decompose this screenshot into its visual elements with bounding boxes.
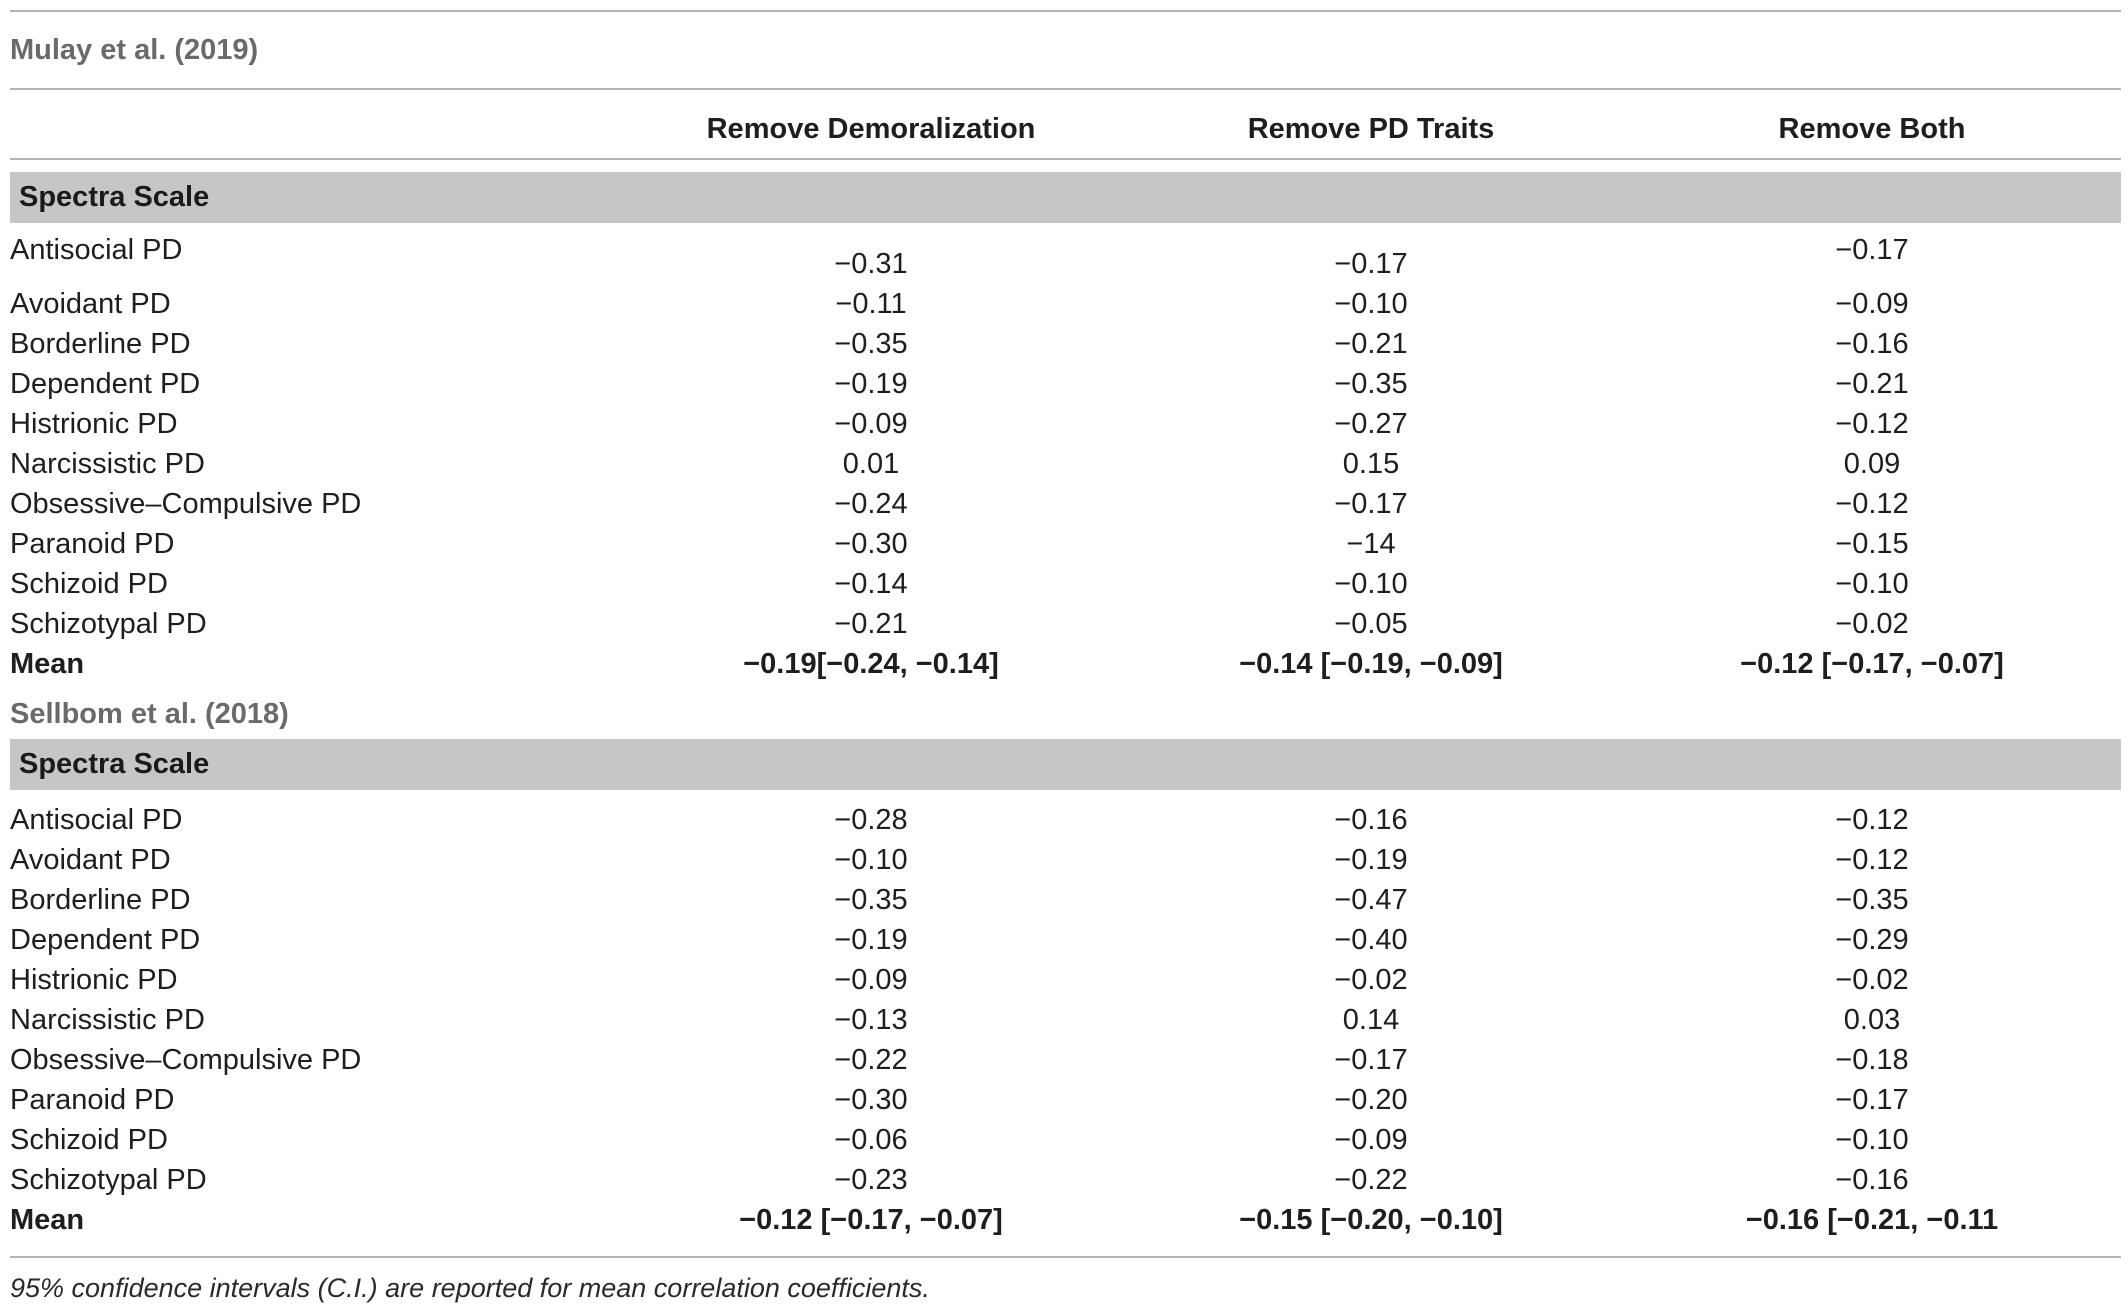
table-cell: −0.14 [−0.19, −0.09] (1239, 648, 1503, 680)
table-cell: −0.17 (1835, 1084, 1909, 1116)
row-label: Schizoid PD (10, 568, 168, 600)
row-label: Histrionic PD (10, 964, 178, 996)
table-cell: −0.12 (1835, 804, 1909, 836)
table-row (0, 1004, 2128, 1044)
table-cell: −0.23 (834, 1164, 908, 1196)
column-header: Remove Both (1778, 113, 1966, 145)
table-cell: −0.13 (834, 1004, 908, 1036)
table-cell: −0.11 (835, 288, 907, 320)
table-cell: −0.16 (1835, 1164, 1909, 1196)
row-label: Obsessive–Compulsive PD (10, 1044, 362, 1076)
mean-row (0, 648, 2128, 688)
table-row (0, 288, 2128, 328)
table-cell: −0.09 (834, 408, 908, 440)
table-cell: −0.30 (834, 528, 908, 560)
table-cell: −0.19 (834, 368, 908, 400)
row-label: Paranoid PD (10, 528, 175, 560)
table-cell: −0.21 (834, 608, 908, 640)
table-cell: −0.16 (1334, 804, 1408, 836)
divider (10, 88, 2121, 90)
table-cell: −0.35 (834, 884, 908, 916)
table-cell: −0.12 (1835, 408, 1909, 440)
table-row (0, 488, 2128, 528)
row-label: Schizotypal PD (10, 1164, 207, 1196)
row-label: Dependent PD (10, 368, 201, 400)
table-cell: 0.03 (1843, 1004, 1901, 1036)
band-label: Spectra Scale (19, 181, 210, 213)
table-cell: −0.16 (1835, 328, 1909, 360)
table-cell: −0.30 (834, 1084, 908, 1116)
table-row (0, 844, 2128, 884)
row-label: Mean (10, 648, 85, 680)
table-cell: −0.02 (1835, 608, 1909, 640)
table-row (0, 408, 2128, 448)
table-cell: 0.01 (842, 448, 900, 480)
section-band (10, 739, 2121, 790)
study-title: Sellbom et al. (2018) (10, 698, 289, 730)
table-cell: −0.12 [−0.17, −0.07] (739, 1204, 1003, 1236)
table-cell: −0.16 [−0.21, −0.11 (1745, 1204, 1999, 1236)
table-cell: −0.19[−0.24, −0.14] (743, 648, 999, 680)
table-row (0, 328, 2128, 368)
table-cell: −0.10 (1835, 568, 1909, 600)
table-cell: −0.10 (1835, 1124, 1909, 1156)
table-cell: −0.10 (1334, 288, 1408, 320)
table-row (0, 448, 2128, 488)
table-row (0, 924, 2128, 964)
table-cell: −0.17 (1835, 234, 1909, 266)
table-cell: −14 (1346, 528, 1396, 560)
row-label: Borderline PD (10, 884, 191, 916)
divider (10, 158, 2121, 160)
table-cell: −0.05 (1334, 608, 1408, 640)
table-cell: −0.22 (834, 1044, 908, 1076)
row-label: Borderline PD (10, 328, 191, 360)
table-cell: −0.15 (1835, 528, 1909, 560)
row-label: Narcissistic PD (10, 1004, 205, 1036)
row-label: Narcissistic PD (10, 448, 205, 480)
table-row (0, 1124, 2128, 1164)
row-label: Avoidant PD (10, 844, 171, 876)
table-row (0, 234, 2128, 280)
table-row (0, 884, 2128, 924)
table-row (0, 804, 2128, 844)
table-cell: −0.20 (1334, 1084, 1408, 1116)
table-row (0, 368, 2128, 408)
table-cell: −0.15 [−0.20, −0.10] (1239, 1204, 1503, 1236)
table-cell: −0.09 (834, 964, 908, 996)
row-label: Schizotypal PD (10, 608, 207, 640)
table-cell: −0.02 (1334, 964, 1408, 996)
table-cell: 0.14 (1342, 1004, 1400, 1036)
top-rule (10, 10, 2121, 12)
table-cell: −0.31 (834, 248, 908, 280)
table-cell: −0.35 (834, 328, 908, 360)
column-header: Remove Demoralization (706, 113, 1036, 145)
row-label: Dependent PD (10, 924, 201, 956)
table-cell: −0.10 (834, 844, 908, 876)
row-label: Antisocial PD (10, 234, 183, 266)
mean-row (0, 1204, 2128, 1244)
table-cell: −0.21 (1334, 328, 1408, 360)
table-cell: −0.12 (1835, 488, 1909, 520)
table-cell: −0.24 (834, 488, 908, 520)
row-label: Mean (10, 1204, 85, 1236)
table-cell: 0.15 (1342, 448, 1400, 480)
table-row (0, 1084, 2128, 1124)
table-cell: −0.17 (1334, 488, 1408, 520)
table-cell: −0.09 (1334, 1124, 1408, 1156)
bottom-rule (10, 1256, 2121, 1258)
table-cell: −0.09 (1835, 288, 1909, 320)
table-cell: −0.17 (1334, 248, 1408, 280)
row-label: Antisocial PD (10, 804, 183, 836)
table-row (0, 568, 2128, 608)
footnote: 95% confidence intervals (C.I.) are reported for mean correlation coefficients. (10, 1273, 930, 1303)
column-header: Remove PD Traits (1247, 113, 1495, 145)
table-cell: −0.18 (1835, 1044, 1909, 1076)
table-cell: −0.12 (1835, 844, 1909, 876)
table-cell: −0.19 (1334, 844, 1408, 876)
table-cell: −0.06 (834, 1124, 908, 1156)
table-cell: −0.17 (1334, 1044, 1408, 1076)
section-band (10, 172, 2121, 223)
table-cell: −0.19 (834, 924, 908, 956)
table-cell: −0.35 (1334, 368, 1408, 400)
table-cell: −0.29 (1835, 924, 1909, 956)
row-label: Avoidant PD (10, 288, 171, 320)
row-label: Obsessive–Compulsive PD (10, 488, 362, 520)
row-label: Histrionic PD (10, 408, 178, 440)
table-cell: 0.09 (1843, 448, 1901, 480)
table-cell: −0.22 (1334, 1164, 1408, 1196)
table-row (0, 608, 2128, 648)
study-title: Mulay et al. (2019) (10, 34, 259, 66)
row-label: Schizoid PD (10, 1124, 168, 1156)
table-cell: −0.27 (1334, 408, 1408, 440)
table-cell: −0.14 (834, 568, 908, 600)
row-label: Paranoid PD (10, 1084, 175, 1116)
table-row (0, 1044, 2128, 1084)
table-cell: −0.28 (834, 804, 908, 836)
table-cell: −0.35 (1835, 884, 1909, 916)
table-cell: −0.21 (1835, 368, 1909, 400)
table-cell: −0.40 (1334, 924, 1408, 956)
table-cell: −0.12 [−0.17, −0.07] (1740, 648, 2004, 680)
table-row (0, 964, 2128, 1004)
table-cell: −0.47 (1334, 884, 1408, 916)
table-row (0, 1164, 2128, 1204)
table-cell: −0.02 (1835, 964, 1909, 996)
table-cell: −0.10 (1334, 568, 1408, 600)
table-row (0, 528, 2128, 568)
band-label: Spectra Scale (19, 748, 210, 780)
